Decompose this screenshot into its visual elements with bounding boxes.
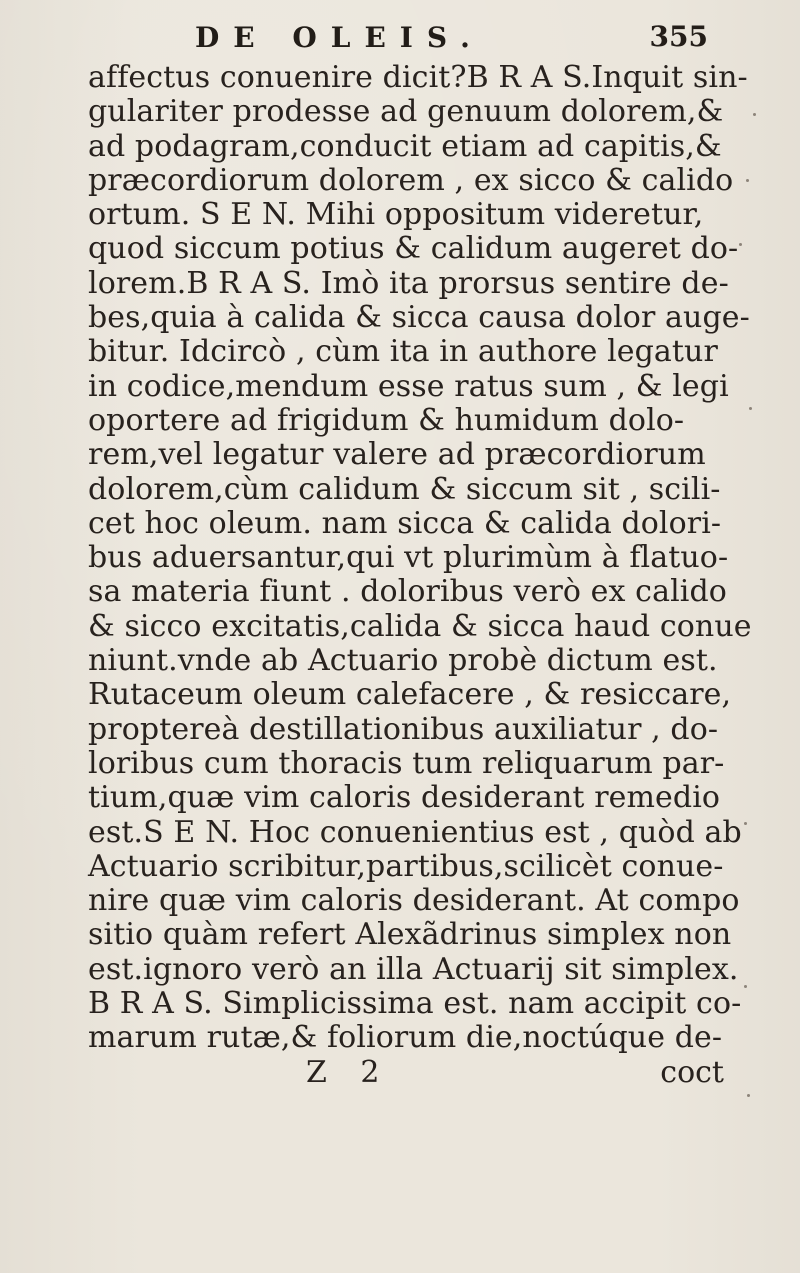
text-line: gulariter prodesse ad genuum dolorem,& — [88, 94, 724, 130]
text-line: marum rutæ,& foliorum die,noctúque de- — [88, 1020, 723, 1056]
text-line: loribus cum thoracis tum reliquarum par- — [88, 745, 725, 781]
text-line: nire quæ vim caloris desiderant. At compo — [88, 883, 740, 919]
text-line: Actuario scribitur,partibus,scilicèt conue- — [88, 848, 724, 884]
text-line: oportere ad frigidum & humidum dolo- — [88, 402, 685, 438]
running-head — [0, 8, 800, 62]
text-line: est.S E N. Hoc conuenientius est , quòd ab — [88, 814, 742, 850]
text-line: ortum. S E N. Mihi oppositum videretur, — [88, 197, 704, 233]
margin-speck — [749, 407, 752, 410]
margin-speck — [744, 822, 747, 825]
body-text — [88, 60, 752, 1090]
text-line: ad podagram,conducit etiam ad capitis,& — [88, 128, 722, 164]
signature-mark: Z 2 — [306, 1054, 392, 1090]
margin-speck — [747, 1094, 750, 1097]
text-line: dolorem,cùm calidum & siccum sit , scili- — [88, 471, 721, 507]
text-line: tium,quæ vim caloris desiderant remedio — [88, 780, 721, 816]
signature-line — [88, 1056, 728, 1090]
catchword: coct — [660, 1054, 724, 1090]
text-line: cet hoc oleum. nam sicca & calida dolori- — [88, 505, 722, 541]
page-number: 355 — [649, 20, 708, 53]
text-line: niunt.vnde ab Actuario probè dictum est. — [88, 643, 718, 679]
margin-speck — [746, 179, 749, 182]
text-line: bus aduersantur,qui vt plurimùm à flatuo- — [88, 540, 729, 576]
text-line: B R A S. Simplicissima est. nam accipit co- — [88, 986, 742, 1022]
text-line: in codice,mendum esse ratus sum , & legi — [88, 368, 729, 404]
text-line: est.ignoro verò an illa Actuarij sit simplex. — [88, 951, 739, 987]
text-line: bitur. Idcircò , cùm ita in authore legatur — [88, 334, 718, 370]
text-line: quod siccum potius & calidum augeret do- — [88, 231, 739, 267]
text-line: præcordiorum dolorem , ex sicco & calido — [88, 162, 734, 198]
text-line: affectus conuenire dicit?B R A S.Inquit sin- — [88, 60, 748, 95]
text-line: rem,vel legatur valere ad præcordiorum — [88, 437, 706, 473]
text-line: sa materia fiunt . doloribus verò ex calido — [88, 574, 727, 610]
margin-speck — [744, 985, 747, 988]
text-line: sitio quàm refert Alexãdrinus simplex non — [88, 917, 732, 953]
text-line: lorem.B R A S. Imò ita prorsus sentire de- — [88, 265, 729, 301]
running-title: DE OLEIS. — [195, 21, 484, 54]
text-line: Rutaceum oleum calefacere , & resiccare, — [88, 677, 732, 713]
margin-speck — [739, 243, 742, 246]
text-line: & sicco excitatis,calida & sicca haud conue — [88, 608, 752, 644]
margin-speck — [753, 113, 756, 116]
text-line: bes,quia à calida & sicca causa dolor auge- — [88, 300, 750, 336]
text-line: proptereà destillationibus auxiliatur , do- — [88, 711, 719, 747]
